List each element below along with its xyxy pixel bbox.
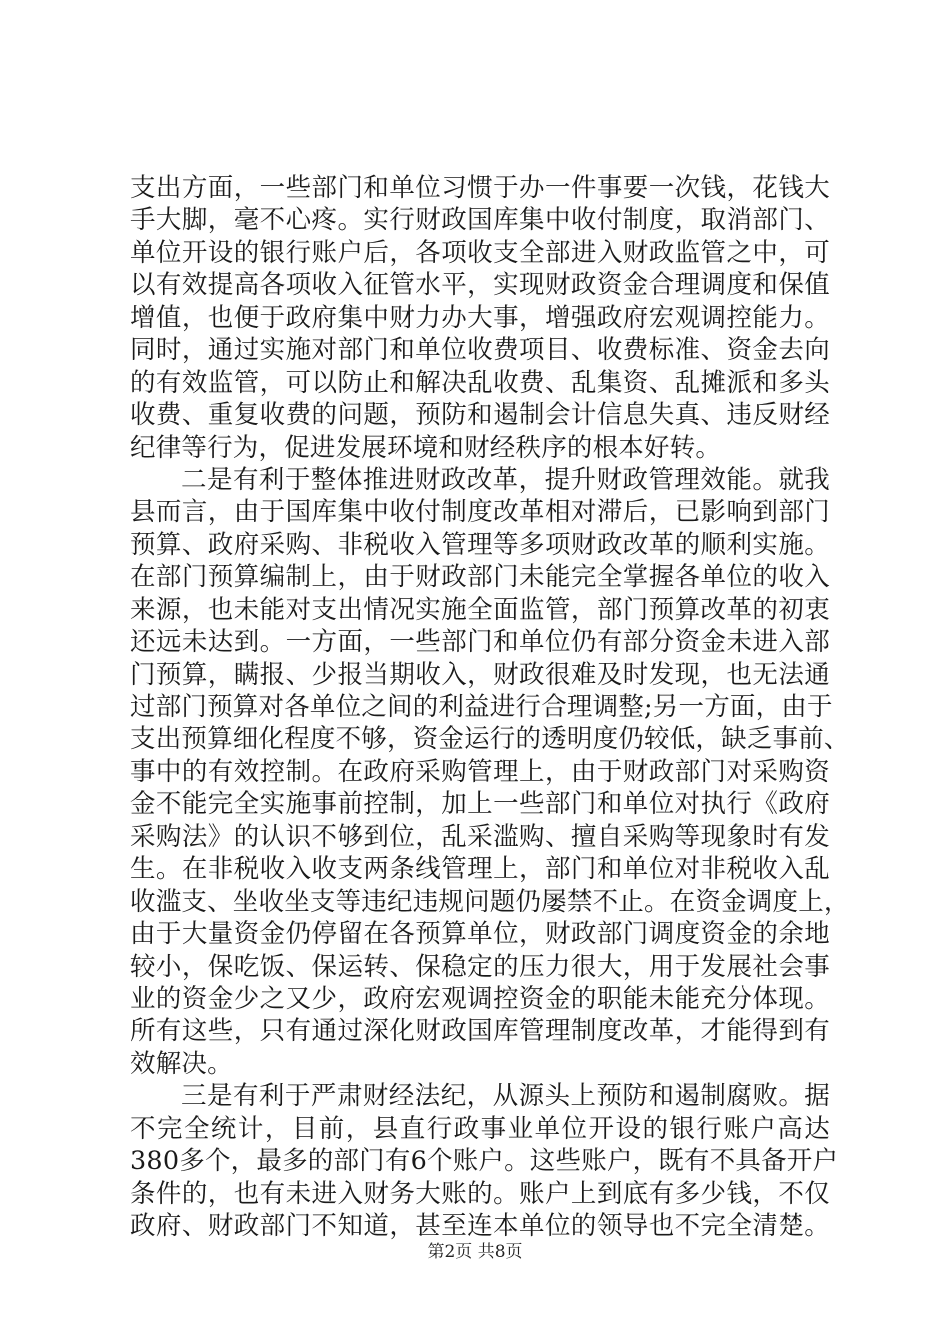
text-line: 来源，也未能对支出情况实施全面监管，部门预算改革的初衷 <box>130 594 830 625</box>
text-line: 的有效监管，可以防止和解决乱收费、乱集资、乱摊派和多头 <box>130 367 830 398</box>
text-line: 县而言，由于国库集中收付制度改革相对滞后，已影响到部门 <box>130 497 830 528</box>
text-line: 事中的有效控制。在政府采购管理上，由于财政部门对采购资 <box>130 756 830 787</box>
text-line: 增值，也便于政府集中财力办大事，增强政府宏观调控能力。 <box>130 302 830 333</box>
text-line: 收费、重复收费的问题，预防和遏制会计信息失真、违反财经 <box>130 400 830 431</box>
page-number-footer: 第2页 共8页 <box>427 1242 523 1262</box>
text-line: 支出方面，一些部门和单位习惯于办一件事要一次钱，花钱大 <box>130 173 830 203</box>
text-line: 生。在非税收入收支两条线管理上，部门和单位对非税收入乱 <box>130 854 830 885</box>
text-line: 预算、政府采购、非税收入管理等多项财政改革的顺利实施。 <box>130 529 830 560</box>
text-line: 过部门预算对各单位之间的利益进行合理调整;另一方面，由于 <box>130 692 833 722</box>
text-line: 业的资金少之又少，政府宏观调控资金的职能未能充分体现。 <box>130 983 830 1014</box>
text-line: 较小，保吃饭、保运转、保稳定的压力很大，用于发展社会事 <box>130 951 830 982</box>
text-line: 由于大量资金仍停留在各预算单位，财政部门调度资金的余地 <box>130 919 830 950</box>
text-line: 同时，通过实施对部门和单位收费项目、收费标准、资金去向 <box>130 335 830 366</box>
text-line: 在部门预算编制上，由于财政部门未能完全掌握各单位的收入 <box>130 562 830 593</box>
text-line: 手大脚，毫不心疼。实行财政国库集中收付制度，取消部门、 <box>130 205 830 236</box>
text-line: 支出预算细化程度不够，资金运行的透明度仍较低，缺乏事前、 <box>130 724 850 755</box>
text-line: 条件的，也有未进入财务大账的。账户上到底有多少钱，不仅 <box>130 1178 830 1209</box>
text-line: 所有这些，只有通过深化财政国库管理制度改革，才能得到有 <box>130 1016 830 1047</box>
text-line: 以有效提高各项收入征管水平，实现财政资金合理调度和保值 <box>130 270 830 301</box>
text-line: 金不能完全实施事前控制，加上一些部门和单位对执行《政府 <box>130 789 830 820</box>
document-body <box>130 172 850 1242</box>
paragraph-first-line: 三是有利于严肃财经法纪，从源头上预防和遏制腐败。据 <box>181 1081 830 1112</box>
paragraph-first-line: 二是有利于整体推进财政改革，提升财政管理效能。就我 <box>181 464 830 495</box>
text-line: 门预算，瞒报、少报当期收入，财政很难及时发现，也无法通 <box>130 659 830 690</box>
text-line: 政府、财政部门不知道，甚至连本单位的领导也不完全清楚。 <box>130 1211 830 1241</box>
paragraph-end-line: 效解决。 <box>130 1048 233 1079</box>
text-line: 收滥支、坐收坐支等违纪违规问题仍屡禁不止。在资金调度上， <box>130 886 850 917</box>
text-line: 380多个，最多的部门有6个账户。这些账户，既有不具备开户 <box>130 1146 839 1177</box>
text-line: 不完全统计，目前，县直行政事业单位开设的银行账户高达 <box>130 1113 830 1144</box>
text-line: 单位开设的银行账户后，各项收支全部进入财政监管之中，可 <box>130 237 830 268</box>
text-line: 还远未达到。一方面，一些部门和单位仍有部分资金未进入部 <box>130 627 830 658</box>
text-line: 采购法》的认识不够到位，乱采滥购、擅自采购等现象时有发 <box>130 821 830 852</box>
paragraph-end-line: 纪律等行为，促进发展环境和财经秩序的根本好转。 <box>130 432 722 463</box>
